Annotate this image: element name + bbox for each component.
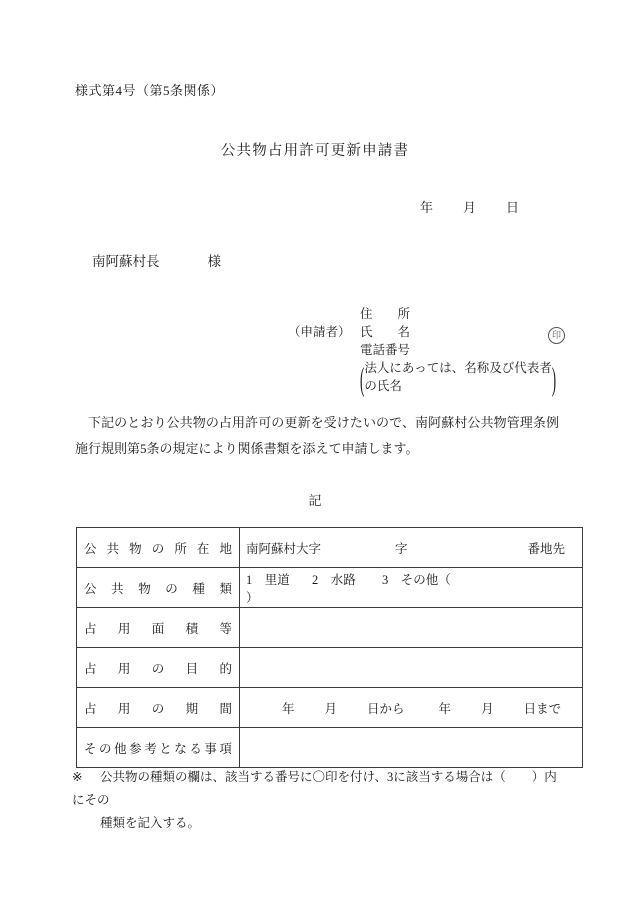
row-label-period-text: 占 用 の 期 間 — [84, 701, 232, 716]
location-mid: 字 — [395, 541, 408, 556]
applicant-name-label: 氏 名 — [360, 325, 411, 339]
application-table — [76, 527, 583, 768]
footnote-line-1b: ）内にその — [72, 770, 557, 807]
row-value-area[interactable] — [240, 608, 583, 648]
applicant-phone-label: 電話番号 — [360, 343, 411, 357]
date-day-label: 日 — [506, 200, 520, 215]
footnote-line-1a: 公共物の種類の欄は、該当する番号に〇印を付け、3に該当する場合は（ — [100, 770, 506, 784]
row-label-purpose — [77, 648, 240, 688]
location-prefix: 南阿蘇村大字 — [246, 541, 322, 556]
footnote-line-2: 種類を記入する。 — [100, 816, 201, 830]
brace-close: ) — [551, 357, 557, 397]
date-month-label: 月 — [463, 200, 477, 215]
table-row — [77, 688, 583, 728]
kind-option-1[interactable]: 1 里道 — [246, 572, 290, 587]
form-number: 様式第4号（第5条関係） — [75, 83, 225, 98]
footnote-mark: ※ — [72, 770, 83, 784]
date-line — [420, 197, 519, 216]
period-year-from: 年 — [282, 701, 295, 716]
period-year-to: 年 — [438, 701, 452, 716]
footnote — [72, 766, 562, 835]
row-label-kind — [77, 568, 240, 608]
row-label-other — [77, 728, 240, 768]
kind-option-2[interactable]: 2 水路 — [312, 572, 356, 587]
table-row — [77, 568, 583, 608]
date-year-label: 年 — [420, 200, 434, 215]
row-value-purpose[interactable] — [240, 648, 583, 688]
row-label-other-text: そ の 他 参 考 と な る 事 項 — [84, 741, 232, 756]
applicant-name-row — [288, 323, 565, 341]
applicant-phone-row — [288, 341, 565, 359]
location-suffix: 番地先 — [527, 541, 566, 556]
ki-marker: 記 — [308, 493, 322, 508]
applicant-tag: （申請者） — [288, 325, 351, 339]
applicant-address-label: 住 所 — [360, 307, 411, 321]
seal-icon: 印 — [548, 327, 565, 344]
period-day-to: 日まで — [523, 701, 562, 716]
table-row — [77, 648, 583, 688]
corporate-note-lines — [364, 359, 551, 395]
row-label-purpose-text: 占 用 の 目 的 — [84, 661, 232, 676]
applicant-block — [288, 305, 565, 395]
row-label-area-text: 占 用 面 積 等 — [84, 621, 232, 636]
applicant-address-row — [288, 305, 565, 323]
table-row — [77, 728, 583, 768]
row-label-location-text: 公 共 物 の 所 在 地 — [84, 541, 232, 556]
row-label-period — [77, 688, 240, 728]
row-label-location — [77, 528, 240, 568]
row-label-area — [77, 608, 240, 648]
addressee-name: 南阿蘇村長 — [92, 254, 160, 269]
table-row — [77, 528, 583, 568]
addressee-honorific: 様 — [207, 254, 221, 269]
row-value-period[interactable] — [240, 688, 583, 728]
page-title: 公共物占用許可更新申請書 — [220, 143, 410, 159]
period-day-from: 日から — [367, 701, 405, 716]
row-value-other[interactable] — [240, 728, 583, 768]
row-value-location[interactable] — [240, 528, 583, 568]
kind-option-3[interactable]: 3 その他（ — [382, 572, 451, 587]
corporate-note-line-1: 法人にあっては、名称及び代表者 — [364, 361, 552, 375]
row-value-kind[interactable] — [240, 568, 583, 608]
corporate-note-line-2: の氏名 — [364, 379, 402, 393]
table-row — [77, 608, 583, 648]
body-paragraph: 下記のとおり公共物の占用許可の更新を受けたいので、南阿蘇村公共物管理条例施行規則第5条の規定により関係書類を添えて申請します。 — [75, 415, 559, 456]
period-month-to: 月 — [481, 701, 494, 716]
addressee — [92, 250, 221, 270]
period-month-from: 月 — [324, 701, 338, 716]
corporate-note — [360, 359, 565, 395]
kind-option-3-close: ） — [246, 590, 259, 605]
row-label-kind-text: 公 共 物 の 種 類 — [84, 581, 232, 596]
brace-open: ( — [360, 357, 365, 397]
